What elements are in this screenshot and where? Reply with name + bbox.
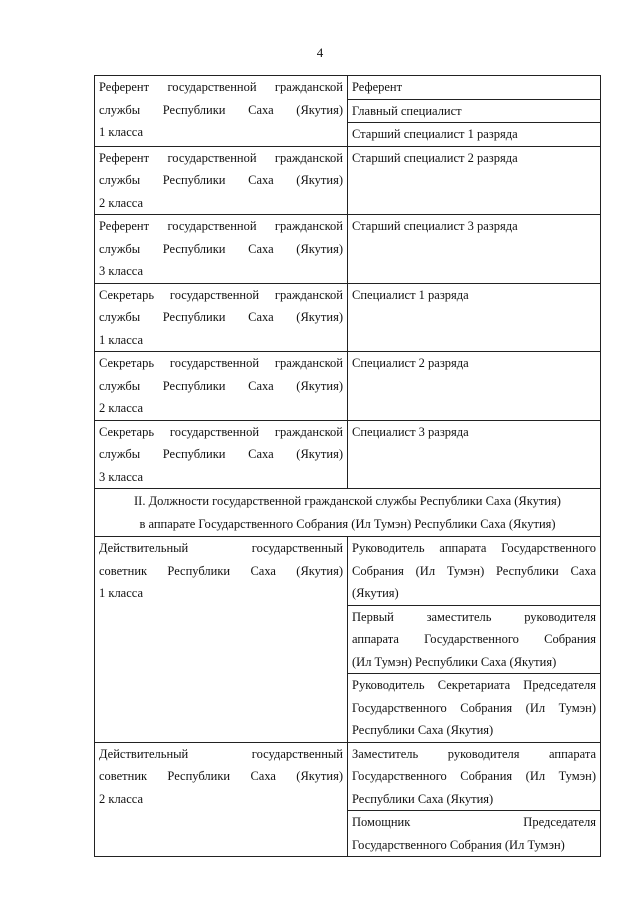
table-row xyxy=(95,146,601,215)
class-rank-cell xyxy=(95,537,348,743)
class-rank-cell xyxy=(95,146,348,215)
position-line: (Ил Тумэн) Республики Саха (Якутия) xyxy=(352,654,557,669)
position-line: Специалист 3 разряда xyxy=(352,424,469,439)
table-row xyxy=(95,215,601,284)
class-rank-line: 3 класса xyxy=(99,264,144,278)
class-rank-line: службы Республики Саха (Якутия) xyxy=(99,310,343,324)
class-rank-line: 1 класса xyxy=(99,332,144,347)
class-rank-line: Референт государственной гражданской xyxy=(99,150,343,165)
position-line: Специалист 1 разряда xyxy=(352,287,469,302)
class-rank-line: Референт государственной гражданской xyxy=(99,219,343,233)
position-cell xyxy=(348,811,601,857)
table-row xyxy=(95,420,601,489)
class-rank-line: 1 класса xyxy=(99,586,144,600)
rank-correspondence-table xyxy=(94,75,601,857)
position-line: Главный специалист xyxy=(352,103,462,118)
class-rank-cell xyxy=(95,283,348,352)
class-rank-line: 2 класса xyxy=(99,195,144,210)
position-line: Референт xyxy=(352,80,403,94)
position-cell xyxy=(348,99,601,123)
class-rank-cell xyxy=(95,742,348,857)
section-heading-line: II. Должности государственной гражданской службы Республики Саха (Якутия) xyxy=(134,494,561,508)
position-line: Руководитель Секретариата Председателя xyxy=(352,678,596,692)
table-row xyxy=(95,76,601,100)
position-cell xyxy=(348,742,601,811)
table-row xyxy=(95,742,601,811)
class-rank-cell xyxy=(95,215,348,284)
position-line: Государственного Собрания (Ил Тумэн) xyxy=(352,700,596,715)
position-line: Руководитель аппарата Государственного xyxy=(352,541,596,555)
position-line: Собрания (Ил Тумэн) Республики Саха xyxy=(352,563,596,578)
class-rank-cell xyxy=(95,352,348,421)
position-line: (Якутия) xyxy=(352,586,399,600)
class-rank-line: 2 класса xyxy=(99,401,144,415)
position-line: Первый заместитель руководителя xyxy=(352,609,596,624)
position-line: Старший специалист 3 разряда xyxy=(352,219,518,233)
position-cell xyxy=(348,674,601,743)
position-line: Старший специалист 2 разряда xyxy=(352,150,518,165)
class-rank-line: Секретарь государственной гражданской xyxy=(99,424,343,439)
class-rank-line: службы Республики Саха (Якутия) xyxy=(99,173,343,187)
class-rank-line: 2 класса xyxy=(99,791,144,806)
class-rank-cell xyxy=(95,420,348,489)
class-rank-line: Действительный государственный xyxy=(99,541,343,555)
position-line: Заместитель руководителя аппарата xyxy=(352,746,596,761)
class-rank-line: службы Республики Саха (Якутия) xyxy=(99,102,343,117)
table-row xyxy=(95,537,601,606)
section-heading xyxy=(95,489,601,537)
section-heading-line: в аппарате Государственного Собрания (Ил Тумэн) Республики Саха (Якутия) xyxy=(139,516,556,531)
position-line: Республики Саха (Якутия) xyxy=(352,791,494,806)
section-header-row xyxy=(95,489,601,537)
position-cell xyxy=(348,123,601,147)
position-line: аппарата Государственного Собрания xyxy=(352,632,596,646)
table-row xyxy=(95,352,601,421)
position-cell xyxy=(348,76,601,100)
class-rank-line: Действительный государственный xyxy=(99,746,343,761)
position-line: Республики Саха (Якутия) xyxy=(352,723,494,737)
class-rank-line: 3 класса xyxy=(99,469,144,484)
table-row xyxy=(95,283,601,352)
position-line: Государственного Собрания (Ил Тумэн) xyxy=(352,837,565,852)
position-line: Специалист 2 разряда xyxy=(352,356,469,370)
page-number: 4 xyxy=(316,45,324,60)
class-rank-line: 1 класса xyxy=(99,125,144,139)
class-rank-line: Референт государственной гражданской xyxy=(99,80,343,94)
position-cell xyxy=(348,146,601,215)
position-line: Старший специалист 1 разряда xyxy=(352,127,518,141)
class-rank-line: службы Республики Саха (Якутия) xyxy=(99,241,343,256)
class-rank-line: Секретарь государственной гражданской xyxy=(99,356,343,370)
class-rank-line: Секретарь государственной гражданской xyxy=(99,287,343,302)
class-rank-cell xyxy=(95,76,348,147)
class-rank-line: службы Республики Саха (Якутия) xyxy=(99,447,343,461)
position-cell xyxy=(348,605,601,674)
position-cell xyxy=(348,537,601,606)
position-cell xyxy=(348,352,601,421)
position-cell xyxy=(348,420,601,489)
position-cell xyxy=(348,283,601,352)
position-line: Государственного Собрания (Ил Тумэн) xyxy=(352,769,596,783)
class-rank-line: советник Республики Саха (Якутия) xyxy=(99,563,343,578)
class-rank-line: советник Республики Саха (Якутия) xyxy=(99,769,343,783)
position-line: Помощник Председателя xyxy=(352,815,596,829)
position-cell xyxy=(348,215,601,284)
class-rank-line: службы Республики Саха (Якутия) xyxy=(99,378,343,393)
